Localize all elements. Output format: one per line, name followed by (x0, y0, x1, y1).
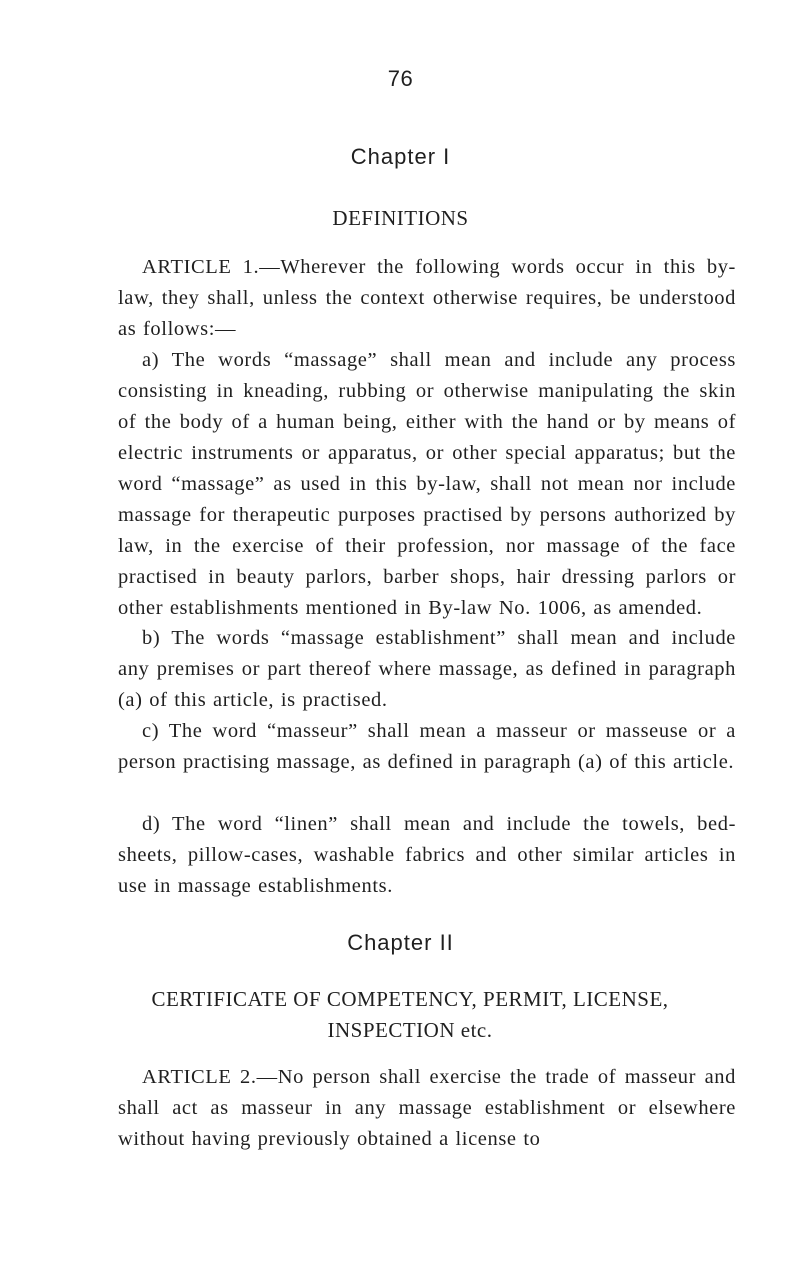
page-number: 76 (387, 66, 414, 91)
article-1-paragraph: ARTICLE 1.—Wherever the following words occur in this by-law, they shall, unless the context otherwise requires, be understood as follows:— (118, 256, 736, 340)
definition-d-paragraph: d) The word “linen” shall mean and include the towels, bed-sheets, pillow-cases, washable fabrics and other similar articles in use in massage establishments. (118, 813, 736, 897)
chapter-1-title: DEFINITIONS (332, 206, 469, 230)
definition-a-paragraph: a) The words “massage” shall mean and include any process consisting in kneading, rubbing or otherwise manipulating the skin of the body of a human being, either with the hand or by means of electric instruments or apparatus, or other special apparatus; but the word “massage” as used in this by-law, shall not mean nor include massage for therapeutic purposes practised by persons authorized by law, in the exercise of their profession, nor massage of the face practised in beauty parlors, barber shops, hair dressing parlors or other establishments mentioned in By-law No. 1006, as amended. (118, 349, 736, 619)
chapter-2-heading: Chapter II (347, 930, 454, 955)
chapter-1-heading: Chapter I (350, 144, 451, 169)
definition-b-paragraph: b) The words “massage establishment” shall mean and include any premises or part thereof where massage, as defined in paragraph (a) of this article, is practised. (118, 627, 736, 711)
chapter-2-title: CERTIFICATE OF COMPETENCY, PERMIT, LICENSE, INSPECTION etc. (151, 987, 669, 1042)
article-2-paragraph: ARTICLE 2.—No person shall exercise the trade of masseur and shall act as masseur in any massage establishment or elsewhere without having previously obtained a license to (118, 1066, 736, 1150)
definition-c-paragraph: c) The word “masseur” shall mean a masseur or masseuse or a person practising massage, as defined in paragraph (a) of this article. (118, 720, 736, 773)
